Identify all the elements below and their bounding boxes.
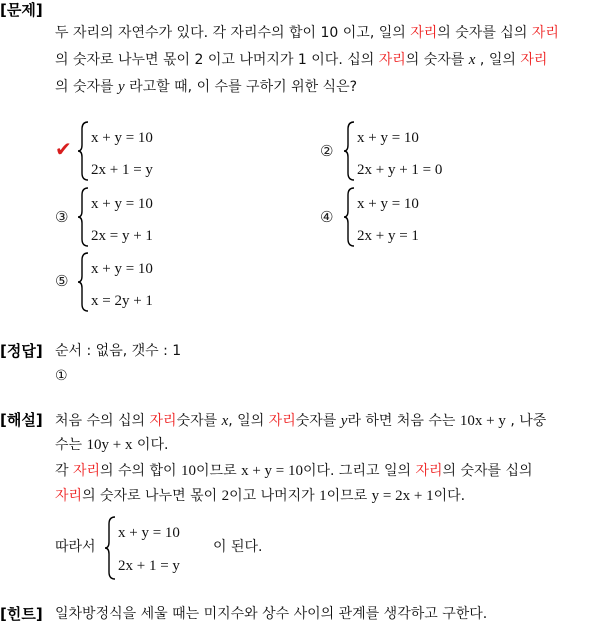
equation-1: x + y = 10 — [91, 261, 153, 277]
explanation-text: 숫자를 — [176, 413, 222, 429]
problem-label: [문제] — [0, 1, 43, 19]
explanation-equation-2: 2x + 1 = y — [118, 558, 180, 574]
explanation-text: 이므로 — [196, 463, 242, 479]
explanation-text: 의 숫자를 십의 — [442, 463, 533, 479]
equation-2: 2x = y + 1 — [91, 228, 153, 244]
explanation-text: , 나중 — [505, 413, 547, 429]
hint-label: [힌트] — [0, 605, 43, 623]
brace-icon — [343, 187, 355, 247]
brace-icon — [104, 516, 116, 580]
highlight-text: 자리 — [149, 413, 177, 429]
answer-meta: 순서 : 없음, 갯수 : 1 — [55, 343, 182, 359]
answer-label: [정답] — [0, 342, 43, 360]
highlight-text: 자리 — [520, 52, 548, 68]
explanation-text: 이다. 그리고 일의 — [302, 463, 416, 479]
explanation-text: 라 하면 처음 수는 — [347, 413, 460, 429]
explanation-text: 의 수의 합이 — [100, 463, 182, 479]
math-expression: y = 2x + 1 — [371, 488, 434, 504]
explanation-line-2 — [55, 435, 168, 455]
problem-text: , 일의 — [475, 52, 521, 68]
problem-text: 두 자리의 자연수가 있다. 각 자리수의 합이 10 이고, 일의 — [55, 25, 411, 41]
problem-line-3 — [55, 77, 357, 97]
problem-line-1 — [55, 23, 559, 43]
problem-line-2 — [55, 50, 547, 70]
brace-icon — [77, 187, 89, 247]
problem-text: 라고할 때, 이 수를 구하기 위한 식은? — [124, 79, 358, 95]
explanation-text: 수는 — [55, 437, 87, 453]
equation-2: 2x + 1 = y — [91, 162, 153, 178]
option-marker: ④ — [320, 208, 334, 226]
explanation-label: [해설] — [0, 411, 43, 429]
problem-text: 의 숫자로 나누면 몫이 2 이고 나머지가 1 이다. 십의 — [55, 52, 379, 68]
equation-2: 2x + y + 1 = 0 — [357, 162, 443, 178]
equation-2: 2x + y = 1 — [357, 228, 419, 244]
variable-y: y — [118, 79, 125, 95]
variable-x: x — [468, 52, 476, 68]
brace-icon — [77, 252, 89, 312]
conclusion-text: 이 된다. — [213, 539, 263, 555]
hint-text: 일차방정식을 세울 때는 미지수와 상수 사이의 관계를 생각하고 구한다. — [55, 606, 488, 622]
option-marker: ② — [320, 142, 334, 160]
highlight-text: 자리 — [72, 463, 101, 479]
math-expression: x + y = 10 — [241, 463, 303, 479]
option-marker: ⑤ — [55, 272, 69, 290]
checkmark-icon: ✔ — [55, 137, 72, 161]
equation-1: x + y = 10 — [357, 196, 419, 212]
highlight-text: 자리 — [410, 25, 438, 41]
explanation-line-4 — [55, 486, 465, 506]
number: 2 — [221, 488, 230, 504]
highlight-text: 자리 — [268, 413, 296, 429]
explanation-text: 의 숫자로 나누면 몫이 — [82, 488, 222, 504]
explanation-line-3 — [55, 461, 533, 481]
therefore-text: 따라서 — [55, 539, 96, 555]
problem-text: 의 숫자를 — [55, 79, 118, 95]
brace-icon — [343, 121, 355, 181]
equation-2: x = 2y + 1 — [91, 293, 153, 309]
explanation-equation-1: x + y = 10 — [118, 525, 180, 541]
math-expression: 10x + y — [459, 413, 506, 429]
explanation-text: , 일의 — [228, 413, 269, 429]
equation-1: x + y = 10 — [91, 196, 153, 212]
answer-value: ① — [55, 368, 68, 384]
option-marker: ③ — [55, 208, 69, 226]
brace-icon — [77, 121, 89, 181]
explanation-text: 이므로 — [326, 488, 372, 504]
variable-x: x — [221, 413, 229, 429]
highlight-text: 자리 — [55, 488, 83, 504]
problem-text: 의 숫자를 — [405, 52, 469, 68]
equation-1: x + y = 10 — [91, 130, 153, 146]
explanation-text: 숫자를 — [295, 413, 341, 429]
explanation-text: 이다. — [132, 437, 169, 453]
equation-1: x + y = 10 — [357, 130, 419, 146]
problem-text: 의 숫자를 십의 — [437, 25, 532, 41]
variable-y: y — [340, 413, 348, 429]
highlight-text: 자리 — [378, 52, 406, 68]
highlight-text: 자리 — [415, 463, 443, 479]
explanation-text: 각 — [55, 463, 73, 479]
explanation-text: 이고 나머지가 — [229, 488, 320, 504]
explanation-line-1 — [55, 411, 546, 431]
number: 10 — [181, 463, 197, 479]
number: 1 — [319, 488, 327, 504]
math-expression: 10y + x — [86, 437, 133, 453]
explanation-text: 이다. — [433, 488, 466, 504]
highlight-text: 자리 — [531, 25, 559, 41]
explanation-text: 처음 수의 십의 — [55, 413, 150, 429]
